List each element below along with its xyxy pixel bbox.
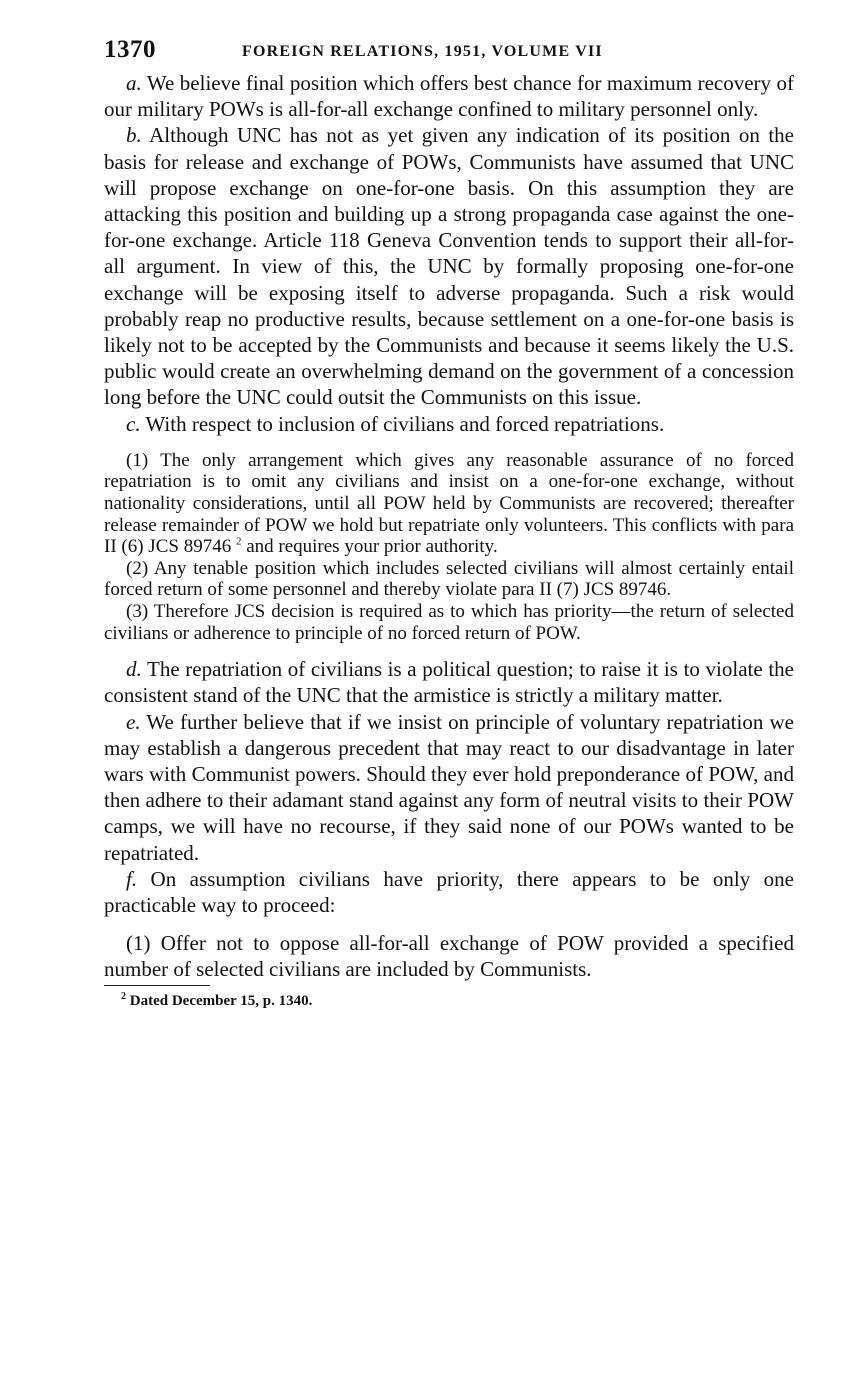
running-head: FOREIGN RELATIONS, 1951, VOLUME VII [242,43,603,60]
document-page [104,36,794,1010]
paragraph-label: a. [126,71,142,95]
subparagraph-text: and requires your prior authority. [246,536,498,558]
subparagraph-3: (3) Therefore JCS decision is required as to which has priority—the return of selected civilians or adherence to principle of no forced return of POW. [104,601,794,644]
paragraph-label: c. [126,411,141,436]
paragraph-d [104,656,794,708]
paragraph-f [104,866,794,918]
paragraph-label: f. [126,866,138,891]
footnote-reference[interactable]: 2 [235,535,242,548]
subparagraph-2: (2) Any tenable position which includes selected civilians will almost certainly entail forced return of some personnel and thereby violate para II (7) JCS 89746. [104,557,794,601]
page-header [104,36,794,70]
paragraph-text: With respect to inclusion of civilians and forced repatriations. [145,411,665,436]
paragraph-e [104,709,794,866]
footnote-text: Dated December 15, p. 1340. [129,992,313,1009]
paragraph-label: e. [126,709,141,734]
footnote-mark: 2 [121,990,126,1002]
paragraph-label: b. [126,123,142,148]
subparagraph-1 [104,450,794,558]
paragraph-text: On assumption civilians have priority, there appears to be only one practicable way to proceed: [104,866,794,918]
paragraph-text: We believe final position which offers best chance for maximum recovery of our military POWs is all-for-all exchange confined to military personnel only. [104,71,794,122]
paragraph-b [104,122,794,410]
subparagraph-text: (1) The only arrangement which gives any reasonable assurance of no forced repatriation is to omit any civilians and insist on a one-for-one exchange, without nationality considerations, until all POW held by Communists are recovered; thereafter release remainder of POW we hold but repatriate only volunteers. This conflicts with para II (6) JCS 89746 [104,449,794,558]
final-subparagraph: (1) Offer not to oppose all-for-all exchange of POW provided a specified number of selected civilians are included by Communists. [104,931,794,982]
subparagraph-block [104,450,794,644]
footnote-divider [104,985,210,986]
paragraph-label: d. [126,657,142,682]
document-body [104,70,794,983]
footnote [104,990,794,1010]
paragraph-a [104,70,794,122]
paragraph-text: The repatriation of civilians is a political question; to raise it is to violate the consistent stand of the UNC that the armistice is strictly a military matter. [104,657,794,708]
page-number: 1370 [104,36,156,63]
paragraph-c [104,411,794,437]
paragraph-text: We further believe that if we insist on principle of voluntary repatriation we may establish a dangerous precedent that may react to our disadvantage in later wars with Communist powers. Should they ever hold preponderance of POW, and then adhere to their adamant stand against any form of neutral visits to their POW camps, we will have no recourse, if they said none of our POWs wanted to be repatriated. [104,709,795,865]
paragraph-text: Although UNC has not as yet given any indication of its position on the basis for release and exchange of POWs, Communists have assumed that UNC will propose exchange on one-for-one basis. On this assumption they are attacking this position and building up a strong propaganda case against the one-for-one exchange. Article 118 Geneva Convention tends to support their all-for-all argument. In view of this, the UNC by formally proposing one-for-one exchange will be exposing itself to adverse propaganda. Such a risk would probably reap no productive results, because settlement on a one-for-one basis is likely not to be accepted by the Communists and because it seems likely the U.S. public would create an overwhelming demand on the government of a concession long before the UNC could outsit the Communists on this issue. [104,123,794,410]
